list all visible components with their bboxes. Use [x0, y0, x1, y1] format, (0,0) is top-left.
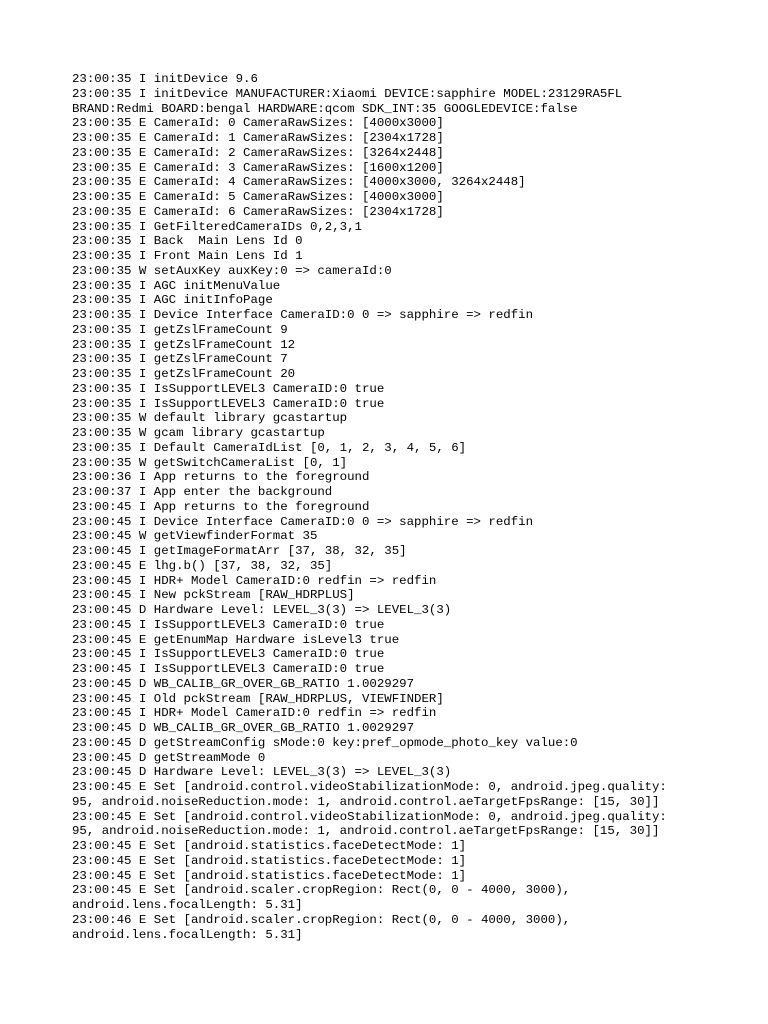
log-line: 23:00:45 E Set [android.statistics.faceDetectMode: 1]	[72, 839, 467, 853]
log-line: 23:00:35 I getZslFrameCount 7	[72, 352, 288, 367]
log-line: 23:00:45 E Set [android.control.videoStabilizationMode: 0, android.jpeg.quality:	[72, 809, 667, 824]
log-line: 95, android.noiseReduction.mode: 1, android.control.aeTargetFpsRange: [15, 30]]	[72, 794, 660, 809]
log-line: 23:00:45 I HDR+ Model CameraID:0 redfin => redfin	[72, 706, 437, 721]
log-line: 23:00:45 I getImageFormatArr [37, 38, 32, 35]	[72, 544, 407, 558]
log-line: 23:00:37 I App enter the background	[72, 485, 333, 499]
log-line: 23:00:35 W setAuxKey auxKey:0 => cameraId:0	[72, 263, 392, 278]
log-line: 23:00:45 I HDR+ Model CameraID:0 redfin => redfin	[72, 573, 437, 588]
log-line: 23:00:35 I IsSupportLEVEL3 CameraID:0 true	[72, 396, 385, 411]
log-line: 23:00:45 I IsSupportLEVEL3 CameraID:0 true	[72, 662, 385, 676]
log-line: 23:00:35 I getZslFrameCount 20	[72, 367, 296, 381]
log-line: 23:00:35 W getSwitchCameraList [0, 1]	[72, 455, 348, 470]
log-line: 23:00:45 I New pckStream [RAW_HDRPLUS]	[72, 588, 355, 603]
log-line: 23:00:45 E Set [android.scaler.cropRegion: Rect(0, 0 - 4000, 3000),	[72, 883, 571, 898]
log-line: 23:00:45 I IsSupportLEVEL3 CameraID:0 true	[72, 647, 385, 662]
log-line: 23:00:35 I AGC initMenuValue	[72, 278, 281, 293]
log-line: 23:00:35 E CameraId: 2 CameraRawSizes: [3264x2448]	[72, 145, 444, 160]
log-line: 23:00:35 I IsSupportLEVEL3 CameraID:0 true	[72, 381, 385, 396]
log-line: 23:00:45 W getViewfinderFormat 35	[72, 529, 318, 544]
log-line: 23:00:45 I App returns to the foreground	[72, 499, 370, 514]
log-line: 23:00:45 E getEnumMap Hardware isLevel3 true	[72, 632, 400, 647]
log-line: android.lens.focalLength: 5.31]	[72, 927, 303, 942]
log-line: 23:00:45 D WB_CALIB_GR_OVER_GB_RATIO 1.0029297	[72, 676, 415, 691]
log-document	[72, 72, 702, 942]
log-line: 23:00:35 I Back Main Lens Id 0	[72, 234, 303, 249]
log-line: 23:00:35 I Default CameraIdList [0, 1, 2, 3, 4, 5, 6]	[72, 440, 467, 455]
log-line: 23:00:45 E Set [android.control.videoStabilizationMode: 0, android.jpeg.quality:	[72, 780, 667, 794]
log-line: 23:00:35 I AGC initInfoPage	[72, 293, 273, 308]
log-line: 23:00:35 E CameraId: 4 CameraRawSizes: [4000x3000, 3264x2448]	[72, 175, 526, 190]
log-line: 23:00:45 D getStreamConfig sMode:0 key:pref_opmode_photo_key value:0	[72, 735, 578, 750]
log-line: 23:00:45 I IsSupportLEVEL3 CameraID:0 true	[72, 617, 385, 632]
log-line: 23:00:45 E Set [android.statistics.faceDetectMode: 1]	[72, 853, 467, 868]
log-line: BRAND:Redmi BOARD:bengal HARDWARE:qcom SDK_INT:35 GOOGLEDEVICE:false	[72, 101, 578, 116]
log-line: 23:00:45 E Set [android.statistics.faceDetectMode: 1]	[72, 868, 467, 883]
log-line: android.lens.focalLength: 5.31]	[72, 898, 303, 912]
log-line: 23:00:35 I initDevice 9.6	[72, 72, 258, 86]
log-line: 23:00:35 E CameraId: 0 CameraRawSizes: [4000x3000]	[72, 116, 444, 131]
log-line: 23:00:45 E lhg.b() [37, 38, 32, 35]	[72, 558, 333, 573]
log-line: 23:00:46 E Set [android.scaler.cropRegion: Rect(0, 0 - 4000, 3000),	[72, 912, 571, 927]
log-line: 23:00:35 E CameraId: 1 CameraRawSizes: [2304x1728]	[72, 131, 444, 145]
log-line: 23:00:36 I App returns to the foreground	[72, 470, 370, 485]
log-line: 23:00:35 E CameraId: 5 CameraRawSizes: [4000x3000]	[72, 190, 444, 204]
log-line: 23:00:45 D getStreamMode 0	[72, 750, 266, 765]
log-line: 23:00:35 E CameraId: 3 CameraRawSizes: [1600x1200]	[72, 160, 444, 175]
log-line: 23:00:35 I getZslFrameCount 12	[72, 337, 296, 352]
log-line: 23:00:35 I getZslFrameCount 9	[72, 322, 288, 337]
log-line: 23:00:35 I Front Main Lens Id 1	[72, 249, 303, 263]
log-line: 23:00:35 W gcam library gcastartup	[72, 426, 325, 440]
log-line: 23:00:45 D WB_CALIB_GR_OVER_GB_RATIO 1.0029297	[72, 721, 415, 735]
log-line: 23:00:45 I Old pckStream [RAW_HDRPLUS, VIEWFINDER]	[72, 691, 444, 706]
log-line: 23:00:45 D Hardware Level: LEVEL_3(3) => LEVEL_3(3)	[72, 765, 452, 780]
log-line: 23:00:45 D Hardware Level: LEVEL_3(3) => LEVEL_3(3)	[72, 603, 452, 617]
log-line: 23:00:45 I Device Interface CameraID:0 0 => sapphire => redfin	[72, 514, 534, 529]
log-line: 23:00:35 E CameraId: 6 CameraRawSizes: [2304x1728]	[72, 204, 444, 219]
log-line: 23:00:35 I GetFilteredCameraIDs 0,2,3,1	[72, 219, 362, 234]
log-line: 23:00:35 W default library gcastartup	[72, 411, 348, 426]
log-line: 23:00:35 I Device Interface CameraID:0 0 => sapphire => redfin	[72, 308, 534, 322]
log-line: 23:00:35 I initDevice MANUFACTURER:Xiaomi DEVICE:sapphire MODEL:23129RA5FL	[72, 86, 623, 101]
log-line: 95, android.noiseReduction.mode: 1, android.control.aeTargetFpsRange: [15, 30]]	[72, 824, 660, 839]
